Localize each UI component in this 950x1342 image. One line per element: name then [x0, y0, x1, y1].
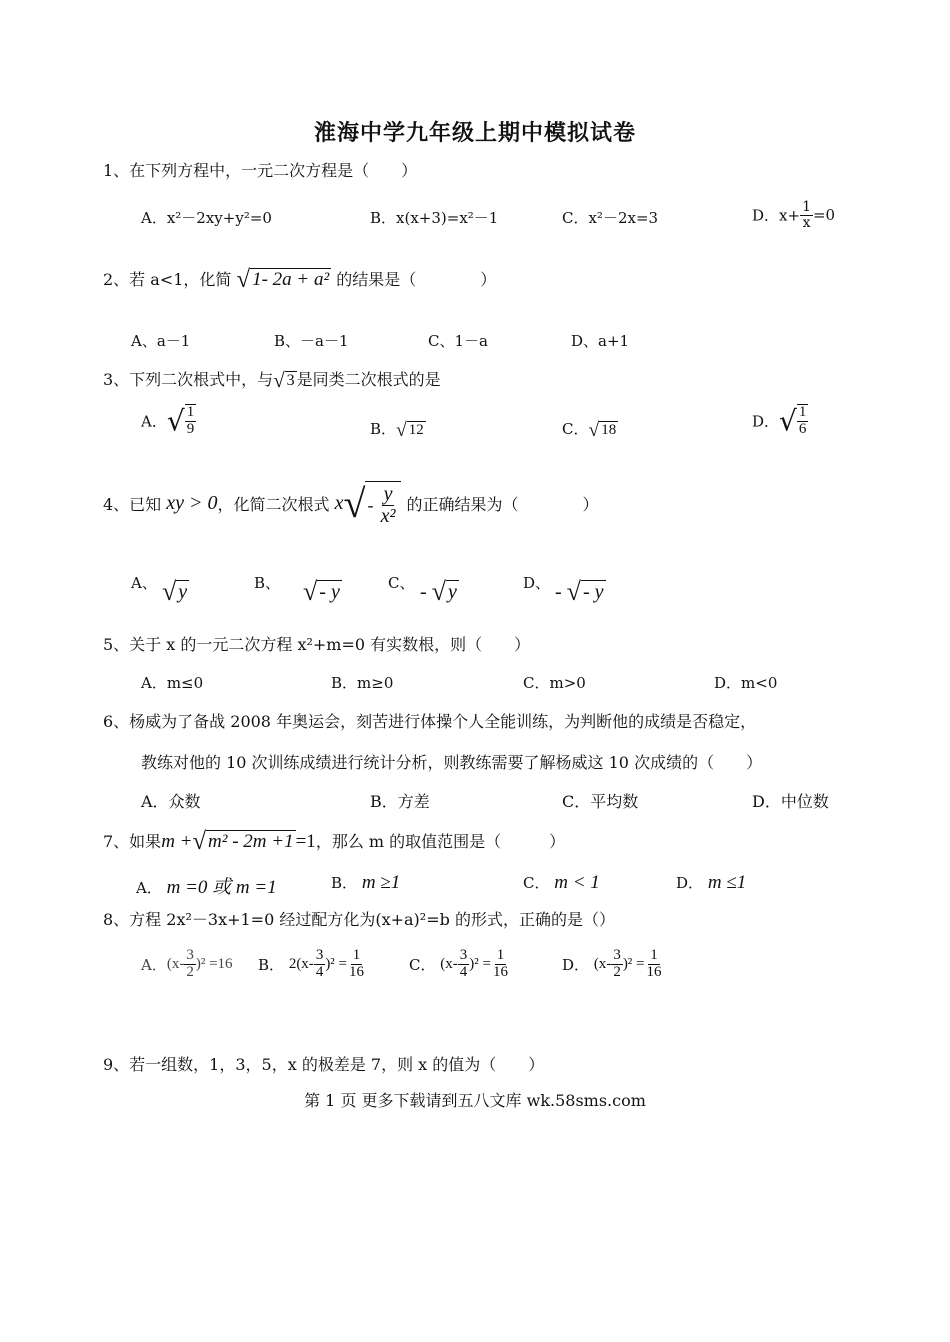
question-3-stem: 3、下列二次根式中，与√ 3 是同类二次根式的是	[103, 368, 441, 392]
question-4-option-a-expr: √ y	[162, 577, 188, 606]
question-4-stem: 4、已知 xy > 0，化简二次根式 x√ - $\frac{y}{\text{x²}}$ 的正确结果为（ ）	[103, 481, 599, 527]
question-8-option-b: B． 2(x- $\frac{3}{4}$ )² = $\frac{1}{16}$	[258, 947, 365, 980]
question-4-option-b: B、	[254, 574, 281, 592]
question-3-option-a: A．√ $\frac{1}{9}$	[141, 404, 195, 438]
question-9-stem: 9、若一组数，1，3，5，x 的极差是 7，则 x 的值为（ ）	[103, 1055, 545, 1074]
question-2-option-c: C、1－a	[428, 332, 488, 350]
question-2-stem: 2、若 a<1，化简 √ 1- 2a + a² 的结果是（ ）	[103, 266, 497, 293]
question-6-option-c: C．平均数	[562, 792, 639, 811]
question-5-option-b: B．m≥0	[331, 674, 394, 692]
question-7-option-c: C． m < 1	[523, 872, 600, 893]
question-2-option-d: D、a+1	[571, 332, 630, 350]
question-1-option-a: A．x²－2xy+y²=0	[141, 209, 272, 227]
question-4-option-c-expr: - √ y	[420, 577, 457, 606]
question-8-stem: 8、方程 2x²－3x+1=0 经过配方化为(x+a)²=b 的形式，正确的是（）	[103, 910, 615, 929]
question-6-option-b: B．方差	[370, 792, 430, 811]
question-1-option-c: C．x²－2x=3	[562, 209, 659, 227]
question-4-option-a: A、	[131, 574, 157, 592]
question-1-option-d: D．x+ $\frac{1}{x}$ =0	[752, 199, 836, 231]
question-6-stem-line1: 6、杨威为了备战 2008 年奥运会，刻苦进行体操个人全能训练，为判断他的成绩是否稳定，	[103, 712, 757, 731]
question-8-option-d: D． (x- $\frac{3}{2}$ )² = $\frac{1}{16}$	[562, 947, 662, 980]
question-3-option-d: D．√ $\frac{1}{6}$	[752, 404, 807, 438]
question-1-stem: 1、在下列方程中，一元二次方程是（ ）	[103, 161, 418, 180]
question-4-option-d-expr: - √ - y	[555, 577, 604, 606]
question-8-option-a: A．(x- $\frac{3}{2}$ )² =16	[141, 947, 233, 980]
question-5-option-a: A．m≤0	[141, 674, 204, 692]
question-2-option-b: B、－a－1	[274, 332, 349, 350]
question-1-option-b: B．x(x+3)=x²－1	[370, 209, 499, 227]
question-7-option-d: D． m ≤1	[676, 872, 747, 893]
question-3-option-b: B．√ 12	[370, 419, 424, 441]
question-6-option-d: D．中位数	[752, 792, 829, 811]
question-5-option-d: D．m<0	[714, 674, 778, 692]
question-3-option-c: C．√ 18	[562, 419, 617, 441]
page-footer: 第 1 页 更多下载请到五八文库 wk.58sms.com	[304, 1091, 646, 1110]
question-6-stem-line2: 教练对他的 10 次训练成绩进行统计分析，则教练需要了解杨威这 10 次成绩的（ ）	[141, 753, 763, 772]
page-title: 淮海中学九年级上期中模拟试卷	[313, 120, 636, 146]
question-7-option-b: B． m ≥1	[331, 872, 401, 893]
question-4-option-b-expr: √ - y	[303, 577, 340, 606]
question-8-option-c: C． (x- $\frac{3}{4}$ )² = $\frac{1}{16}$	[409, 947, 508, 980]
question-2-option-a: A、a－1	[131, 332, 191, 350]
question-4-option-d: D、	[523, 574, 551, 592]
question-5-stem: 5、关于 x 的一元二次方程 x²+m=0 有实数根，则（ ）	[103, 635, 531, 654]
question-5-option-c: C．m>0	[523, 674, 586, 692]
question-7-stem: 7、如果m +√ m² - 2m +1 =1，那么 m 的取值范围是（ ）	[103, 828, 566, 855]
question-6-option-a: A．众数	[141, 792, 201, 811]
question-7-option-a: A． m =0 或 m =1	[136, 877, 277, 898]
question-4-option-c: C、	[388, 574, 415, 592]
